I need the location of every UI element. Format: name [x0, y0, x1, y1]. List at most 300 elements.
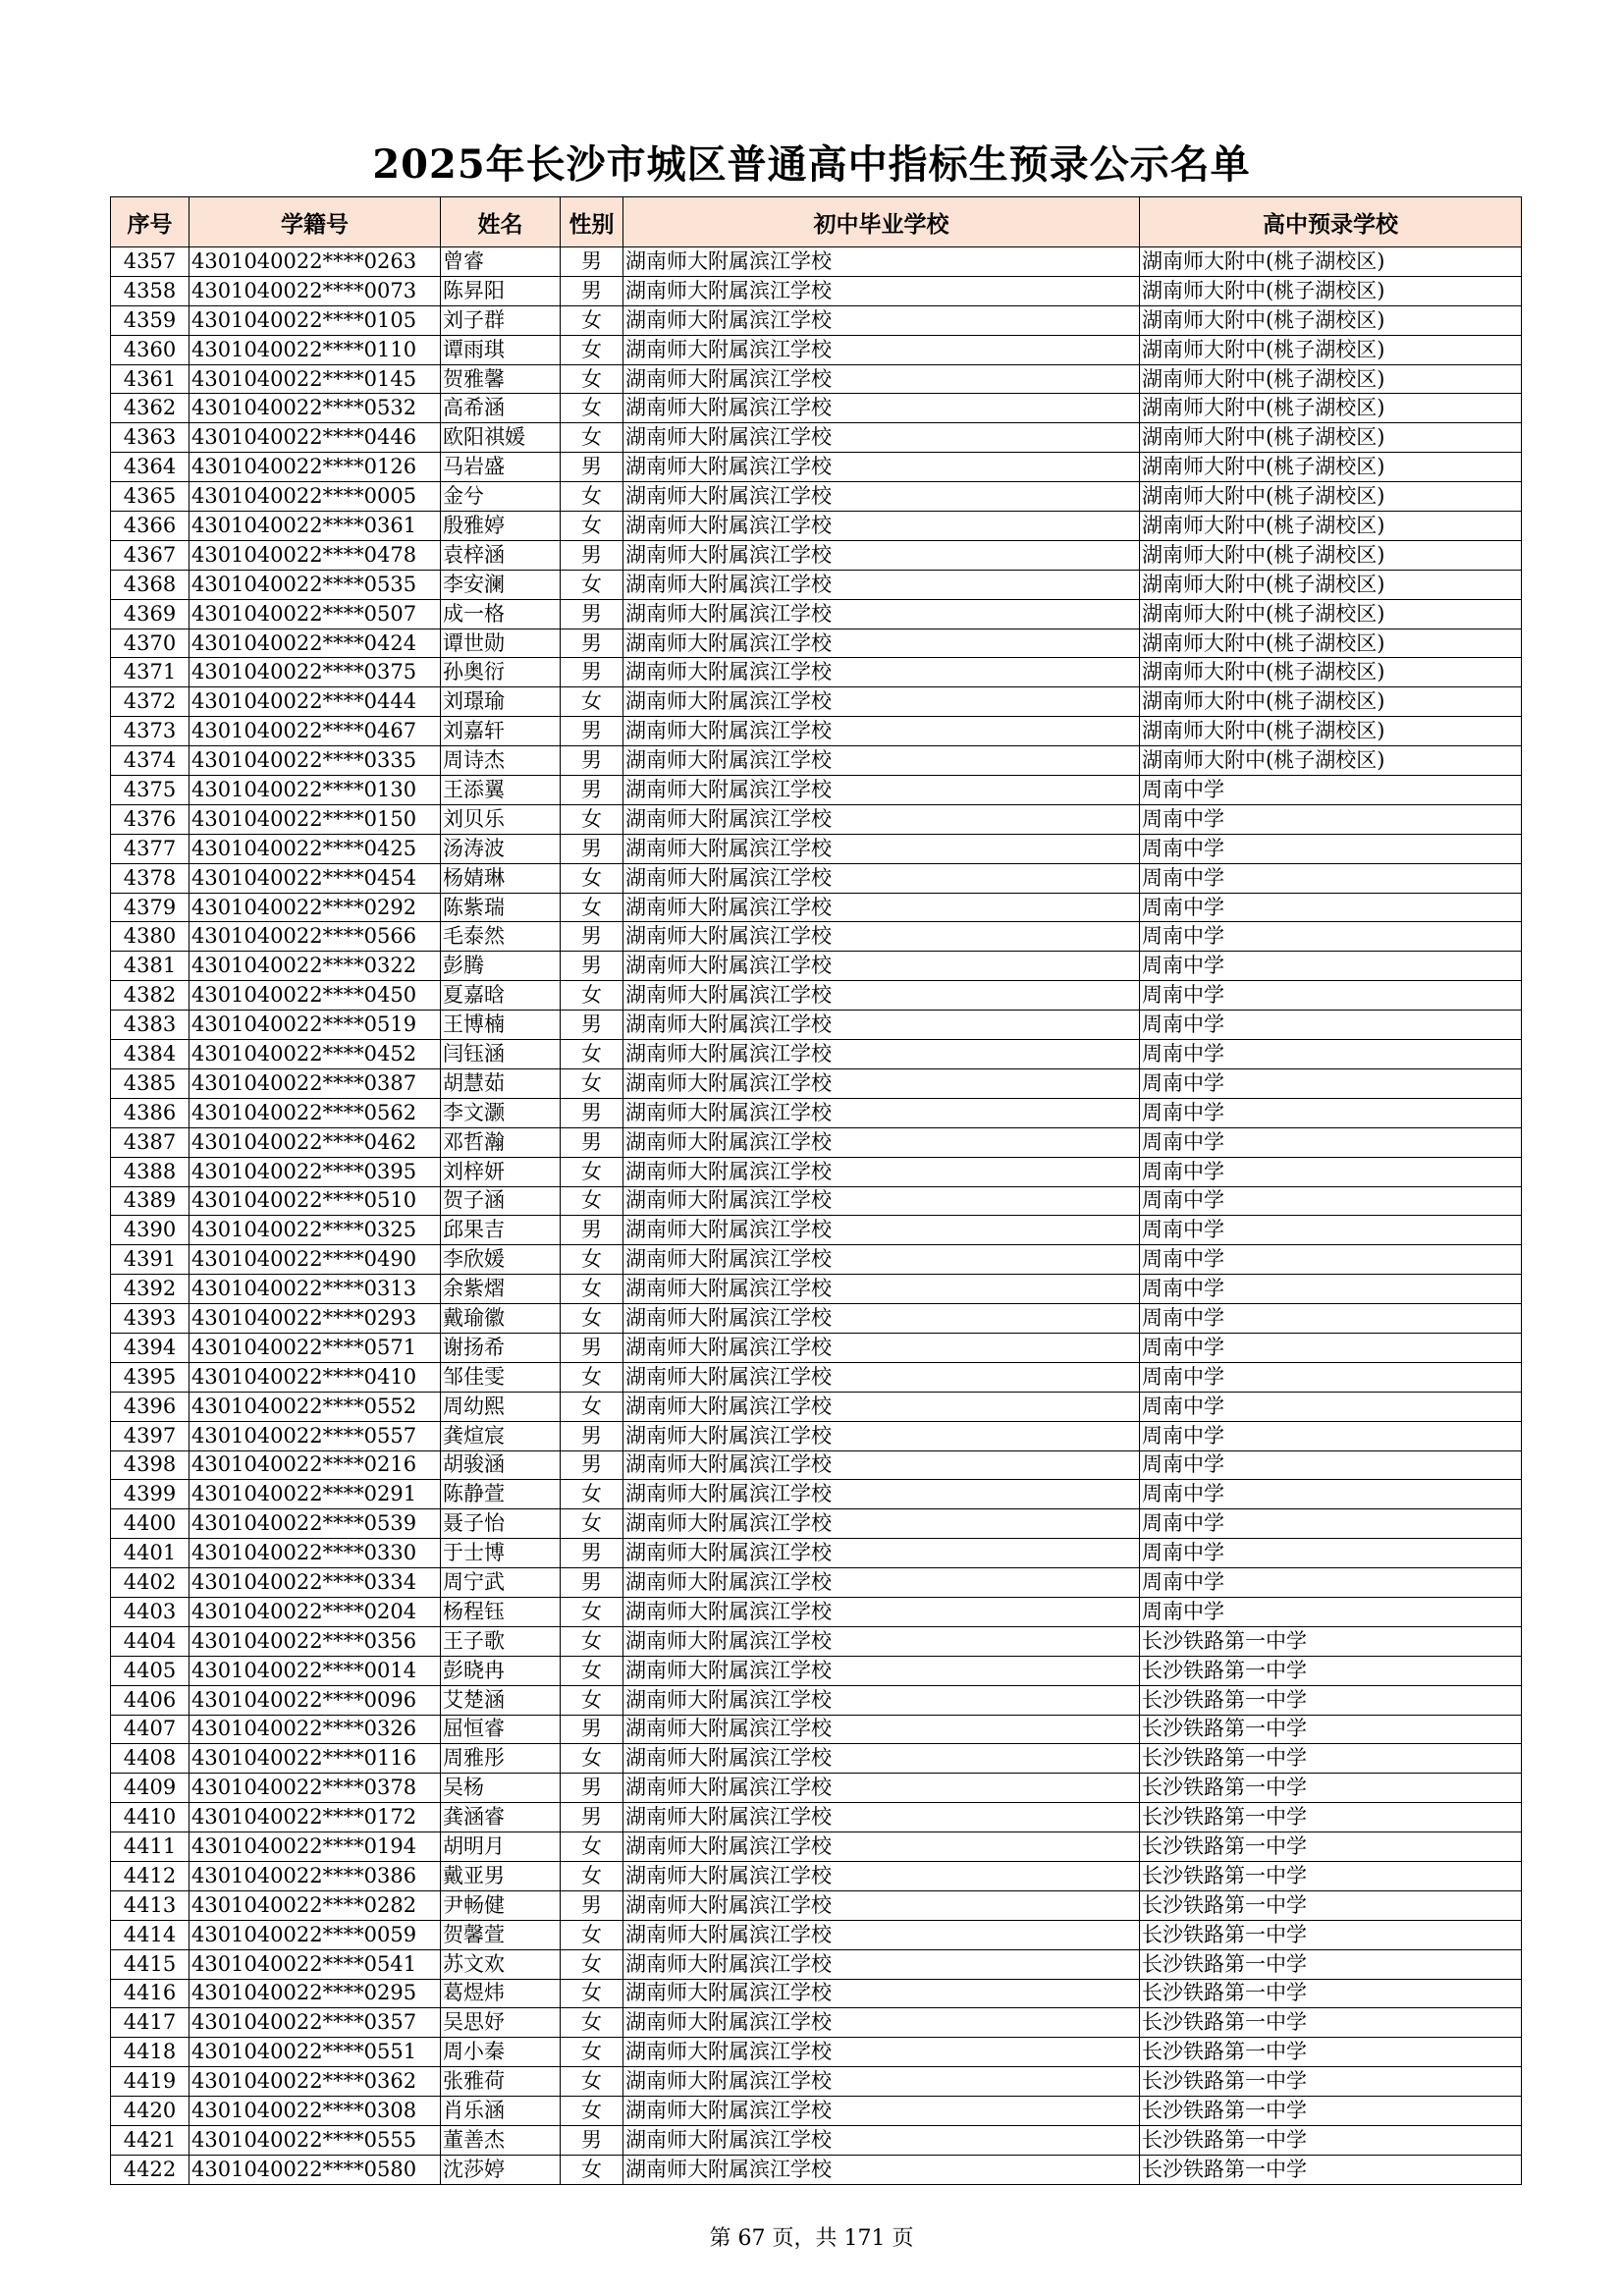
cell-seq: 4389 — [111, 1186, 189, 1216]
cell-high-school: 湖南师大附中(桃子湖校区) — [1140, 746, 1522, 776]
cell-name: 邓哲瀚 — [441, 1127, 561, 1157]
cell-name: 杨程钰 — [441, 1597, 561, 1626]
table-row — [111, 1774, 1522, 1803]
cell-middle-school: 湖南师大附属滨江学校 — [623, 863, 1140, 893]
cell-student-id: 4301040022****0282 — [189, 1890, 441, 1920]
cell-gender: 男 — [561, 1774, 623, 1803]
cell-seq: 4365 — [111, 482, 189, 512]
cell-student-id: 4301040022****0551 — [189, 2038, 441, 2067]
table-row — [111, 746, 1522, 776]
cell-student-id: 4301040022****0557 — [189, 1421, 441, 1450]
table-row — [111, 1392, 1522, 1421]
cell-gender: 女 — [561, 893, 623, 922]
cell-student-id: 4301040022****0580 — [189, 2155, 441, 2184]
cell-student-id: 4301040022****0541 — [189, 1949, 441, 1979]
cell-high-school: 周南中学 — [1140, 1480, 1522, 1509]
cell-high-school: 周南中学 — [1140, 804, 1522, 834]
table-row — [111, 1098, 1522, 1127]
cell-gender: 男 — [561, 1568, 623, 1598]
cell-name: 周幼熙 — [441, 1392, 561, 1421]
cell-name: 李欣媛 — [441, 1245, 561, 1275]
cell-middle-school: 湖南师大附属滨江学校 — [623, 512, 1140, 541]
cell-middle-school: 湖南师大附属滨江学校 — [623, 952, 1140, 981]
cell-middle-school: 湖南师大附属滨江学校 — [623, 2126, 1140, 2156]
cell-seq: 4422 — [111, 2155, 189, 2184]
cell-name: 戴瑜徽 — [441, 1304, 561, 1334]
cell-gender: 女 — [561, 2067, 623, 2097]
cell-student-id: 4301040022****0335 — [189, 746, 441, 776]
cell-gender: 男 — [561, 599, 623, 629]
table-row — [111, 1275, 1522, 1304]
cell-middle-school: 湖南师大附属滨江学校 — [623, 1861, 1140, 1890]
cell-middle-school: 湖南师大附属滨江学校 — [623, 364, 1140, 394]
cell-student-id: 4301040022****0145 — [189, 364, 441, 394]
cell-high-school: 湖南师大附中(桃子湖校区) — [1140, 512, 1522, 541]
header-middle-school: 初中毕业学校 — [623, 197, 1140, 247]
cell-name: 孙奥衍 — [441, 658, 561, 687]
cell-gender: 男 — [561, 1011, 623, 1040]
cell-student-id: 4301040022****0566 — [189, 922, 441, 952]
cell-middle-school: 湖南师大附属滨江学校 — [623, 1832, 1140, 1862]
table-row — [111, 1245, 1522, 1275]
cell-name: 胡骏涵 — [441, 1450, 561, 1480]
cell-name: 袁梓涵 — [441, 540, 561, 570]
cell-middle-school: 湖南师大附属滨江学校 — [623, 717, 1140, 746]
cell-name: 胡慧茹 — [441, 1068, 561, 1098]
table-row — [111, 629, 1522, 658]
table-row — [111, 952, 1522, 981]
cell-name: 屈恒睿 — [441, 1715, 561, 1744]
table-row — [111, 1333, 1522, 1362]
cell-student-id: 4301040022****0452 — [189, 1040, 441, 1069]
cell-student-id: 4301040022****0535 — [189, 570, 441, 599]
cell-name: 王子歌 — [441, 1626, 561, 1656]
cell-name: 汤涛波 — [441, 834, 561, 863]
table-row — [111, 2126, 1522, 2156]
cell-high-school: 湖南师大附中(桃子湖校区) — [1140, 482, 1522, 512]
table-row — [111, 2155, 1522, 2184]
header-seq: 序号 — [111, 197, 189, 247]
cell-middle-school: 湖南师大附属滨江学校 — [623, 1568, 1140, 1598]
table-row — [111, 1362, 1522, 1392]
cell-middle-school: 湖南师大附属滨江学校 — [623, 1890, 1140, 1920]
cell-name: 谭世勋 — [441, 629, 561, 658]
cell-gender: 女 — [561, 1157, 623, 1186]
cell-name: 杨婧琳 — [441, 863, 561, 893]
cell-seq: 4357 — [111, 247, 189, 277]
cell-middle-school: 湖南师大附属滨江学校 — [623, 276, 1140, 305]
table-row — [111, 305, 1522, 335]
cell-name: 刘璟瑜 — [441, 687, 561, 717]
cell-gender: 男 — [561, 1450, 623, 1480]
cell-middle-school: 湖南师大附属滨江学校 — [623, 1715, 1140, 1744]
cell-high-school: 周南中学 — [1140, 893, 1522, 922]
cell-middle-school: 湖南师大附属滨江学校 — [623, 1949, 1140, 1979]
cell-name: 刘贝乐 — [441, 804, 561, 834]
cell-gender: 女 — [561, 570, 623, 599]
cell-name: 闫钰涵 — [441, 1040, 561, 1069]
cell-name: 王添翼 — [441, 776, 561, 805]
cell-student-id: 4301040022****0216 — [189, 1450, 441, 1480]
cell-middle-school: 湖南师大附属滨江学校 — [623, 2008, 1140, 2038]
table-row — [111, 1304, 1522, 1334]
cell-seq: 4370 — [111, 629, 189, 658]
cell-gender: 男 — [561, 247, 623, 277]
cell-student-id: 4301040022****0490 — [189, 1245, 441, 1275]
cell-high-school: 周南中学 — [1140, 776, 1522, 805]
cell-middle-school: 湖南师大附属滨江学校 — [623, 1304, 1140, 1334]
cell-gender: 女 — [561, 1392, 623, 1421]
cell-middle-school: 湖南师大附属滨江学校 — [623, 1011, 1140, 1040]
table-row — [111, 2038, 1522, 2067]
cell-middle-school: 湖南师大附属滨江学校 — [623, 1362, 1140, 1392]
cell-gender: 女 — [561, 804, 623, 834]
cell-gender: 男 — [561, 1127, 623, 1157]
cell-high-school: 长沙铁路第一中学 — [1140, 1744, 1522, 1774]
cell-middle-school: 湖南师大附属滨江学校 — [623, 599, 1140, 629]
cell-gender: 女 — [561, 1656, 623, 1685]
cell-student-id: 4301040022****0446 — [189, 423, 441, 453]
cell-seq: 4401 — [111, 1539, 189, 1568]
cell-student-id: 4301040022****0362 — [189, 2067, 441, 2097]
cell-seq: 4391 — [111, 1245, 189, 1275]
cell-seq: 4398 — [111, 1450, 189, 1480]
cell-high-school: 周南中学 — [1140, 1597, 1522, 1626]
cell-gender: 男 — [561, 1715, 623, 1744]
cell-seq: 4414 — [111, 1920, 189, 1949]
cell-student-id: 4301040022****0507 — [189, 599, 441, 629]
cell-gender: 女 — [561, 1040, 623, 1069]
cell-name: 刘嘉轩 — [441, 717, 561, 746]
cell-student-id: 4301040022****0532 — [189, 394, 441, 423]
cell-high-school: 湖南师大附中(桃子湖校区) — [1140, 687, 1522, 717]
page-title: 2025年长沙市城区普通高中指标生预录公示名单 — [372, 141, 1251, 188]
cell-student-id: 4301040022****0322 — [189, 952, 441, 981]
cell-middle-school: 湖南师大附属滨江学校 — [623, 1392, 1140, 1421]
cell-seq: 4410 — [111, 1803, 189, 1832]
cell-seq: 4384 — [111, 1040, 189, 1069]
cell-name: 艾楚涵 — [441, 1685, 561, 1715]
cell-seq: 4363 — [111, 423, 189, 453]
table-row — [111, 364, 1522, 394]
cell-student-id: 4301040022****0313 — [189, 1275, 441, 1304]
cell-student-id: 4301040022****0291 — [189, 1480, 441, 1509]
cell-high-school: 长沙铁路第一中学 — [1140, 1890, 1522, 1920]
cell-high-school: 周南中学 — [1140, 1421, 1522, 1450]
page-footer: 第 67 页，共 171 页 — [709, 2226, 914, 2251]
cell-middle-school: 湖南师大附属滨江学校 — [623, 658, 1140, 687]
cell-high-school: 周南中学 — [1140, 834, 1522, 863]
cell-name: 于士博 — [441, 1539, 561, 1568]
cell-gender: 女 — [561, 1245, 623, 1275]
cell-seq: 4392 — [111, 1275, 189, 1304]
table-row — [111, 863, 1522, 893]
cell-high-school: 长沙铁路第一中学 — [1140, 1979, 1522, 2008]
cell-seq: 4372 — [111, 687, 189, 717]
header-name: 姓名 — [441, 197, 561, 247]
cell-middle-school: 湖南师大附属滨江学校 — [623, 804, 1140, 834]
cell-middle-school: 湖南师大附属滨江学校 — [623, 1098, 1140, 1127]
table-row — [111, 276, 1522, 305]
cell-middle-school: 湖南师大附属滨江学校 — [623, 746, 1140, 776]
cell-name: 邹佳雯 — [441, 1362, 561, 1392]
cell-gender: 女 — [561, 1832, 623, 1862]
cell-middle-school: 湖南师大附属滨江学校 — [623, 1450, 1140, 1480]
cell-name: 戴亚男 — [441, 1861, 561, 1890]
cell-middle-school: 湖南师大附属滨江学校 — [623, 1245, 1140, 1275]
cell-high-school: 周南中学 — [1140, 922, 1522, 952]
cell-name: 陈昇阳 — [441, 276, 561, 305]
table-row — [111, 1949, 1522, 1979]
cell-high-school: 湖南师大附中(桃子湖校区) — [1140, 629, 1522, 658]
table-row — [111, 981, 1522, 1011]
table-row — [111, 512, 1522, 541]
cell-student-id: 4301040022****0386 — [189, 1861, 441, 1890]
cell-high-school: 长沙铁路第一中学 — [1140, 1832, 1522, 1862]
header-gender: 性别 — [561, 197, 623, 247]
cell-student-id: 4301040022****0387 — [189, 1068, 441, 1098]
cell-name: 曾睿 — [441, 247, 561, 277]
cell-middle-school: 湖南师大附属滨江学校 — [623, 1421, 1140, 1450]
cell-middle-school: 湖南师大附属滨江学校 — [623, 453, 1140, 482]
table-row — [111, 1803, 1522, 1832]
cell-seq: 4359 — [111, 305, 189, 335]
cell-seq: 4393 — [111, 1304, 189, 1334]
cell-student-id: 4301040022****0308 — [189, 2097, 441, 2126]
cell-name: 马岩盛 — [441, 453, 561, 482]
table-row — [111, 1068, 1522, 1098]
cell-student-id: 4301040022****0116 — [189, 1744, 441, 1774]
cell-name: 彭晓冉 — [441, 1656, 561, 1685]
cell-seq: 4397 — [111, 1421, 189, 1450]
cell-name: 聂子怡 — [441, 1509, 561, 1539]
table-row — [111, 1832, 1522, 1862]
cell-name: 陈静萱 — [441, 1480, 561, 1509]
cell-student-id: 4301040022****0059 — [189, 1920, 441, 1949]
cell-middle-school: 湖南师大附属滨江学校 — [623, 1774, 1140, 1803]
cell-high-school: 湖南师大附中(桃子湖校区) — [1140, 394, 1522, 423]
cell-name: 龚煊宸 — [441, 1421, 561, 1450]
cell-gender: 女 — [561, 1304, 623, 1334]
cell-gender: 女 — [561, 863, 623, 893]
cell-student-id: 4301040022****0096 — [189, 1685, 441, 1715]
cell-high-school: 湖南师大附中(桃子湖校区) — [1140, 658, 1522, 687]
cell-gender: 女 — [561, 1275, 623, 1304]
cell-name: 毛泰然 — [441, 922, 561, 952]
cell-middle-school: 湖南师大附属滨江学校 — [623, 247, 1140, 277]
table-row — [111, 1861, 1522, 1890]
cell-gender: 男 — [561, 453, 623, 482]
cell-middle-school: 湖南师大附属滨江学校 — [623, 423, 1140, 453]
cell-gender: 女 — [561, 1362, 623, 1392]
cell-gender: 男 — [561, 629, 623, 658]
cell-high-school: 长沙铁路第一中学 — [1140, 1803, 1522, 1832]
table-row — [111, 804, 1522, 834]
cell-high-school: 周南中学 — [1140, 1098, 1522, 1127]
table-row — [111, 1626, 1522, 1656]
table-row — [111, 1450, 1522, 1480]
cell-high-school: 长沙铁路第一中学 — [1140, 1626, 1522, 1656]
cell-seq: 4406 — [111, 1685, 189, 1715]
cell-gender: 女 — [561, 1597, 623, 1626]
table-row — [111, 599, 1522, 629]
cell-seq: 4379 — [111, 893, 189, 922]
cell-middle-school: 湖南师大附属滨江学校 — [623, 1979, 1140, 2008]
table-row — [111, 1157, 1522, 1186]
cell-student-id: 4301040022****0552 — [189, 1392, 441, 1421]
cell-high-school: 长沙铁路第一中学 — [1140, 1861, 1522, 1890]
table-row — [111, 1597, 1522, 1626]
cell-middle-school: 湖南师大附属滨江学校 — [623, 2155, 1140, 2184]
table-row — [111, 540, 1522, 570]
cell-seq: 4419 — [111, 2067, 189, 2097]
cell-seq: 4361 — [111, 364, 189, 394]
cell-high-school: 周南中学 — [1140, 1362, 1522, 1392]
cell-student-id: 4301040022****0014 — [189, 1656, 441, 1685]
cell-middle-school: 湖南师大附属滨江学校 — [623, 1127, 1140, 1157]
cell-student-id: 4301040022****0126 — [189, 453, 441, 482]
cell-middle-school: 湖南师大附属滨江学校 — [623, 1333, 1140, 1362]
table-row — [111, 482, 1522, 512]
table-row — [111, 834, 1522, 863]
cell-high-school: 长沙铁路第一中学 — [1140, 2097, 1522, 2126]
cell-seq: 4390 — [111, 1216, 189, 1245]
cell-seq: 4421 — [111, 2126, 189, 2156]
cell-name: 谭雨琪 — [441, 335, 561, 364]
cell-student-id: 4301040022****0325 — [189, 1216, 441, 1245]
table-row — [111, 1979, 1522, 2008]
cell-student-id: 4301040022****0073 — [189, 276, 441, 305]
cell-name: 夏嘉晗 — [441, 981, 561, 1011]
cell-gender: 女 — [561, 1509, 623, 1539]
cell-seq: 4385 — [111, 1068, 189, 1098]
cell-name: 邱果吉 — [441, 1216, 561, 1245]
cell-high-school: 湖南师大附中(桃子湖校区) — [1140, 423, 1522, 453]
table-row — [111, 2008, 1522, 2038]
cell-middle-school: 湖南师大附属滨江学校 — [623, 1040, 1140, 1069]
cell-name: 高希涵 — [441, 394, 561, 423]
cell-high-school: 周南中学 — [1140, 1040, 1522, 1069]
cell-student-id: 4301040022****0444 — [189, 687, 441, 717]
cell-seq: 4415 — [111, 1949, 189, 1979]
cell-seq: 4364 — [111, 453, 189, 482]
cell-name: 成一格 — [441, 599, 561, 629]
cell-name: 沈莎婷 — [441, 2155, 561, 2184]
cell-student-id: 4301040022****0361 — [189, 512, 441, 541]
cell-student-id: 4301040022****0450 — [189, 981, 441, 1011]
cell-high-school: 长沙铁路第一中学 — [1140, 1685, 1522, 1715]
cell-seq: 4368 — [111, 570, 189, 599]
cell-high-school: 湖南师大附中(桃子湖校区) — [1140, 247, 1522, 277]
table-row — [111, 1421, 1522, 1450]
cell-gender: 男 — [561, 1539, 623, 1568]
cell-middle-school: 湖南师大附属滨江学校 — [623, 687, 1140, 717]
cell-middle-school: 湖南师大附属滨江学校 — [623, 629, 1140, 658]
cell-name: 陈紫瑞 — [441, 893, 561, 922]
cell-gender: 女 — [561, 394, 623, 423]
cell-middle-school: 湖南师大附属滨江学校 — [623, 305, 1140, 335]
cell-middle-school: 湖南师大附属滨江学校 — [623, 1597, 1140, 1626]
cell-high-school: 长沙铁路第一中学 — [1140, 2038, 1522, 2067]
cell-student-id: 4301040022****0330 — [189, 1539, 441, 1568]
cell-high-school: 长沙铁路第一中学 — [1140, 1949, 1522, 1979]
cell-name: 王博楠 — [441, 1011, 561, 1040]
cell-seq: 4360 — [111, 335, 189, 364]
cell-gender: 男 — [561, 834, 623, 863]
cell-gender: 女 — [561, 1626, 623, 1656]
table-row — [111, 2067, 1522, 2097]
cell-gender: 男 — [561, 540, 623, 570]
cell-high-school: 长沙铁路第一中学 — [1140, 2008, 1522, 2038]
cell-student-id: 4301040022****0172 — [189, 1803, 441, 1832]
cell-student-id: 4301040022****0462 — [189, 1127, 441, 1157]
cell-middle-school: 湖南师大附属滨江学校 — [623, 1803, 1140, 1832]
table-row — [111, 717, 1522, 746]
cell-name: 周诗杰 — [441, 746, 561, 776]
table-row — [111, 394, 1522, 423]
cell-name: 谢扬希 — [441, 1333, 561, 1362]
cell-gender: 男 — [561, 1098, 623, 1127]
cell-name: 胡明月 — [441, 1832, 561, 1862]
cell-high-school: 周南中学 — [1140, 1245, 1522, 1275]
cell-middle-school: 湖南师大附属滨江学校 — [623, 1509, 1140, 1539]
table-row — [111, 2097, 1522, 2126]
cell-high-school: 周南中学 — [1140, 1568, 1522, 1598]
admission-table — [110, 196, 1522, 2185]
cell-name: 吴杨 — [441, 1774, 561, 1803]
cell-name: 肖乐涵 — [441, 2097, 561, 2126]
cell-middle-school: 湖南师大附属滨江学校 — [623, 335, 1140, 364]
cell-high-school: 周南中学 — [1140, 1216, 1522, 1245]
cell-name: 贺雅馨 — [441, 364, 561, 394]
cell-seq: 4358 — [111, 276, 189, 305]
cell-high-school: 周南中学 — [1140, 952, 1522, 981]
cell-seq: 4380 — [111, 922, 189, 952]
cell-student-id: 4301040022****0467 — [189, 717, 441, 746]
table-row — [111, 776, 1522, 805]
cell-middle-school: 湖南师大附属滨江学校 — [623, 394, 1140, 423]
cell-name: 刘梓妍 — [441, 1157, 561, 1186]
cell-high-school: 湖南师大附中(桃子湖校区) — [1140, 305, 1522, 335]
cell-gender: 女 — [561, 1979, 623, 2008]
cell-name: 董善杰 — [441, 2126, 561, 2156]
cell-seq: 4409 — [111, 1774, 189, 1803]
cell-seq: 4383 — [111, 1011, 189, 1040]
cell-seq: 4375 — [111, 776, 189, 805]
cell-student-id: 4301040022****0326 — [189, 1715, 441, 1744]
cell-student-id: 4301040022****0005 — [189, 482, 441, 512]
cell-high-school: 湖南师大附中(桃子湖校区) — [1140, 599, 1522, 629]
cell-gender: 女 — [561, 2008, 623, 2038]
cell-seq: 4418 — [111, 2038, 189, 2067]
cell-gender: 女 — [561, 2038, 623, 2067]
cell-gender: 女 — [561, 981, 623, 1011]
cell-high-school: 湖南师大附中(桃子湖校区) — [1140, 570, 1522, 599]
cell-name: 周宁武 — [441, 1568, 561, 1598]
cell-gender: 女 — [561, 1744, 623, 1774]
table-row — [111, 453, 1522, 482]
cell-student-id: 4301040022****0150 — [189, 804, 441, 834]
cell-high-school: 周南中学 — [1140, 863, 1522, 893]
cell-seq: 4420 — [111, 2097, 189, 2126]
cell-middle-school: 湖南师大附属滨江学校 — [623, 922, 1140, 952]
cell-gender: 男 — [561, 2126, 623, 2156]
cell-middle-school: 湖南师大附属滨江学校 — [623, 834, 1140, 863]
table-row — [111, 922, 1522, 952]
cell-middle-school: 湖南师大附属滨江学校 — [623, 2097, 1140, 2126]
cell-gender: 女 — [561, 1920, 623, 1949]
cell-student-id: 4301040022****0562 — [189, 1098, 441, 1127]
